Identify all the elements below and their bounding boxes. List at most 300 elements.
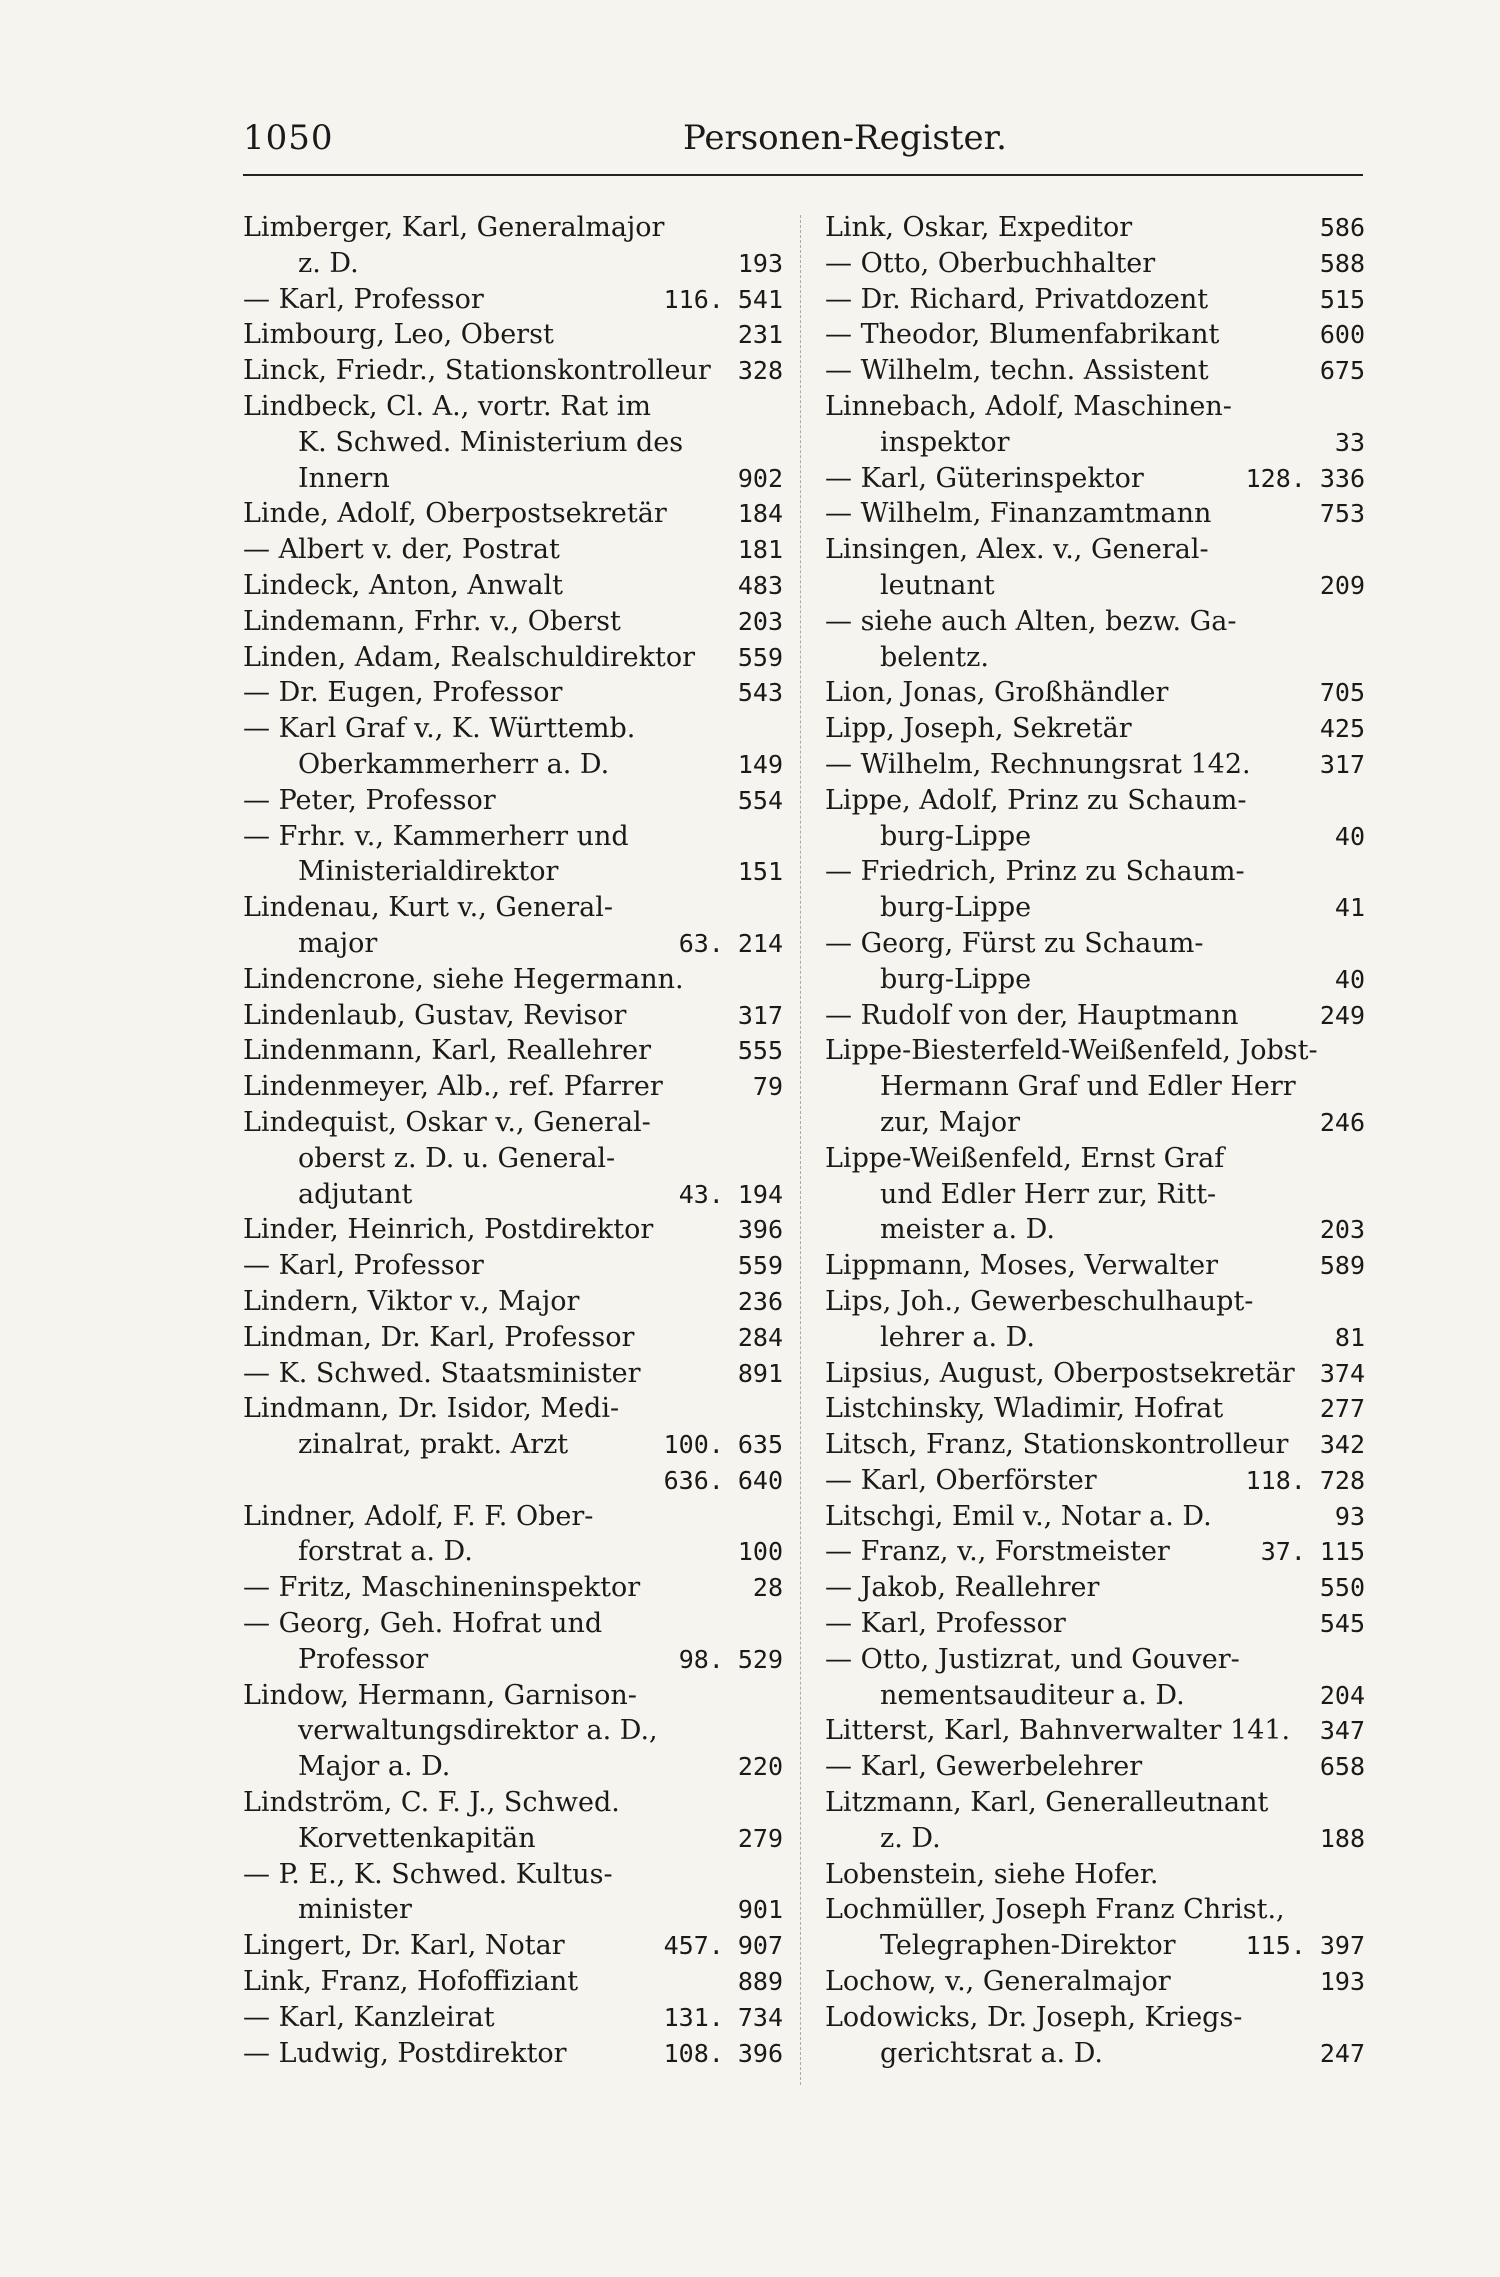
index-entry xyxy=(825,1713,1365,1749)
secondary-page-reference: 118. xyxy=(1245,1465,1306,1495)
entry-text: gerichtsrat a. D. xyxy=(880,2037,1103,2069)
primary-page-reference: 342 xyxy=(1319,1430,1365,1460)
entry-text: zinalrat, prakt. Arzt xyxy=(298,1429,569,1461)
entry-line xyxy=(243,389,783,425)
entry-text: burg-Lippe xyxy=(880,820,1032,852)
entry-line xyxy=(243,2000,783,2036)
entry-text: — Georg, Fürst zu Schaum- xyxy=(825,927,1204,959)
primary-page-reference: 203 xyxy=(1319,1215,1365,1245)
page-reference xyxy=(1320,210,1365,246)
page-reference xyxy=(1320,1570,1365,1606)
index-entry xyxy=(825,1534,1365,1570)
index-entry xyxy=(243,1105,783,1212)
entry-line xyxy=(243,425,783,461)
primary-page-reference: 396 xyxy=(737,2038,783,2068)
primary-page-reference: 889 xyxy=(737,1967,783,1997)
entry-text: — Albert v. der, Postrat xyxy=(243,534,560,566)
primary-page-reference: 550 xyxy=(1319,1573,1365,1603)
entry-line xyxy=(825,819,1365,855)
entry-text: Link, Oskar, Expeditor xyxy=(825,212,1133,243)
entry-line xyxy=(825,1177,1365,1213)
secondary-page-reference: 115. xyxy=(1245,1931,1306,1961)
entry-line xyxy=(825,282,1365,318)
page-reference xyxy=(1335,819,1365,855)
page-reference xyxy=(1320,2036,1365,2072)
entry-line xyxy=(243,711,783,747)
entry-text: — Dr. Richard, Privatdozent xyxy=(825,283,1209,315)
header-rule xyxy=(243,174,1363,176)
entry-text: — K. Schwed. Staatsminister xyxy=(243,1357,641,1389)
entry-text: lehrer a. D. xyxy=(880,1321,1035,1353)
page-reference xyxy=(738,568,783,604)
page-reference xyxy=(664,2036,783,2072)
page-reference xyxy=(1320,246,1365,282)
entry-line xyxy=(825,1069,1365,1105)
index-entry xyxy=(825,461,1365,497)
primary-page-reference: 100 xyxy=(737,1537,783,1567)
primary-page-reference: 901 xyxy=(737,1895,783,1925)
entry-text: z. D. xyxy=(298,247,359,279)
entry-line xyxy=(243,1713,783,1749)
page-reference xyxy=(1320,998,1365,1034)
secondary-page-reference: 116. xyxy=(663,284,724,314)
entry-text: Lipp, Joseph, Sekretär xyxy=(825,713,1132,745)
page-reference xyxy=(738,604,783,640)
page-reference xyxy=(1320,1427,1365,1463)
index-entry xyxy=(243,1678,783,1785)
entry-line xyxy=(825,353,1365,389)
entry-text: — Georg, Geh. Hofrat und xyxy=(243,1608,603,1640)
entry-line xyxy=(825,317,1365,353)
entry-line xyxy=(243,1570,783,1606)
page-reference xyxy=(1320,1105,1365,1141)
entry-line xyxy=(825,1463,1365,1499)
entry-line xyxy=(243,1391,783,1427)
primary-page-reference: 588 xyxy=(1319,248,1365,278)
index-entry xyxy=(243,1857,783,1929)
entry-text: Listchinsky, Wladimir, Hofrat xyxy=(825,1393,1224,1425)
entry-text: Limberger, Karl, Generalmajor xyxy=(243,212,665,243)
entry-text: Telegraphen-Direktor xyxy=(880,1930,1176,1962)
primary-page-reference: 203 xyxy=(737,606,783,636)
page-reference xyxy=(738,783,783,819)
primary-page-reference: 600 xyxy=(1319,320,1365,350)
entry-line xyxy=(825,1928,1365,1964)
entry-line xyxy=(243,317,783,353)
primary-page-reference: 515 xyxy=(1319,284,1365,314)
entry-text: Linck, Friedr., Stationskontrolleur xyxy=(243,355,711,387)
entry-text: verwaltungsdirektor a. D., xyxy=(298,1715,658,1747)
index-entry xyxy=(243,819,783,891)
entry-line xyxy=(825,1248,1365,1284)
index-entry xyxy=(243,2036,783,2072)
index-entry xyxy=(825,998,1365,1034)
index-entry xyxy=(243,1570,783,1606)
entry-text: Lindmann, Dr. Isidor, Medi- xyxy=(243,1393,620,1425)
entry-line xyxy=(243,1033,783,1069)
primary-page-reference: 231 xyxy=(737,320,783,350)
page-reference xyxy=(679,1642,783,1678)
page-reference xyxy=(738,1821,783,1857)
entry-line xyxy=(825,1284,1365,1320)
primary-page-reference: 559 xyxy=(737,642,783,672)
index-entry xyxy=(243,1320,783,1356)
page-reference xyxy=(738,246,783,282)
primary-page-reference: 347 xyxy=(1319,1716,1365,1746)
entry-line xyxy=(243,1892,783,1928)
entry-text: Lindman, Dr. Karl, Professor xyxy=(243,1321,635,1353)
entry-line xyxy=(243,1964,783,2000)
entry-text: — Otto, Justizrat, und Gouver- xyxy=(825,1643,1240,1675)
entry-line xyxy=(243,890,783,926)
page-reference xyxy=(1246,1463,1365,1499)
index-entry xyxy=(243,890,783,962)
index-entry xyxy=(825,2000,1365,2072)
primary-page-reference: 374 xyxy=(1319,1358,1365,1388)
entry-line xyxy=(825,2036,1365,2072)
index-entry xyxy=(243,1606,783,1678)
entry-text: — Fritz, Maschineninspektor xyxy=(243,1572,641,1604)
page-reference xyxy=(1320,1821,1365,1857)
page-reference xyxy=(1320,1606,1365,1642)
entry-text: Hermann Graf und Edler Herr xyxy=(880,1071,1296,1103)
entry-line xyxy=(243,1678,783,1714)
entry-text: oberst z. D. u. General- xyxy=(298,1142,616,1174)
primary-page-reference: 279 xyxy=(737,1823,783,1853)
page-reference xyxy=(1320,1964,1365,2000)
index-entry xyxy=(243,317,783,353)
entry-line xyxy=(243,1141,783,1177)
index-entry xyxy=(243,1284,783,1320)
page-reference xyxy=(664,1427,783,1463)
index-entry xyxy=(243,2000,783,2036)
entry-line xyxy=(825,890,1365,926)
index-entry xyxy=(825,1785,1365,1857)
primary-page-reference: 188 xyxy=(1319,1823,1365,1853)
entry-text: — P. E., K. Schwed. Kultus- xyxy=(243,1858,613,1890)
entry-text: Lobenstein, siehe Hofer. xyxy=(825,1858,1159,1890)
entry-text: Lipsius, August, Oberpostsekretär xyxy=(825,1357,1295,1389)
index-entry xyxy=(825,246,1365,282)
primary-page-reference: 397 xyxy=(1319,1931,1365,1961)
entry-line xyxy=(825,1320,1365,1356)
index-entry xyxy=(825,1356,1365,1392)
primary-page-reference: 246 xyxy=(1319,1107,1365,1137)
secondary-page-reference: 636. xyxy=(663,1465,724,1495)
page-reference xyxy=(1320,568,1365,604)
index-entry xyxy=(243,640,783,676)
page-reference xyxy=(1320,1749,1365,1785)
index-entry xyxy=(825,1570,1365,1606)
index-entry xyxy=(825,675,1365,711)
entry-line xyxy=(825,783,1365,819)
index-entry xyxy=(243,675,783,711)
page-reference xyxy=(753,1570,783,1606)
entry-text: und Edler Herr zur, Ritt- xyxy=(880,1178,1217,1210)
index-entry xyxy=(825,711,1365,747)
entry-text: — Karl, Kanzleirat xyxy=(243,2001,495,2033)
entry-text: major xyxy=(298,927,378,959)
entry-line xyxy=(825,1427,1365,1463)
secondary-page-reference: 100. xyxy=(663,1430,724,1460)
primary-page-reference: 559 xyxy=(737,1251,783,1281)
primary-page-reference: 705 xyxy=(1319,678,1365,708)
index-entry xyxy=(825,854,1365,926)
page-reference xyxy=(738,1248,783,1284)
entry-text: — Theodor, Blumenfabrikant xyxy=(825,319,1220,351)
entry-line xyxy=(825,1892,1365,1928)
column-divider xyxy=(800,215,801,2085)
entry-text: — Frhr. v., Kammerherr und xyxy=(243,820,629,852)
index-entry xyxy=(825,1964,1365,2000)
entry-line xyxy=(243,1427,783,1463)
primary-page-reference: 734 xyxy=(737,2002,783,2032)
primary-page-reference: 317 xyxy=(737,1000,783,1030)
page-reference xyxy=(738,353,783,389)
primary-page-reference: 589 xyxy=(1319,1251,1365,1281)
entry-line xyxy=(243,1821,783,1857)
primary-page-reference: 194 xyxy=(737,1179,783,1209)
index-entry xyxy=(825,496,1365,532)
entry-line xyxy=(825,1570,1365,1606)
index-entry xyxy=(825,353,1365,389)
index-entry xyxy=(243,210,783,282)
page-reference xyxy=(738,317,783,353)
primary-page-reference: 184 xyxy=(737,499,783,529)
index-entry xyxy=(243,1212,783,1248)
index-entry xyxy=(825,1499,1365,1535)
entry-text: — Otto, Oberbuchhalter xyxy=(825,247,1156,279)
secondary-page-reference: 131. xyxy=(663,2002,724,2032)
page-reference xyxy=(1320,1713,1365,1749)
primary-page-reference: 586 xyxy=(1319,213,1365,242)
entry-line xyxy=(825,496,1365,532)
page-reference xyxy=(1320,496,1365,532)
page-reference xyxy=(738,1749,783,1785)
index-entry xyxy=(825,317,1365,353)
entry-line xyxy=(825,854,1365,890)
entry-line xyxy=(243,210,783,246)
primary-page-reference: 543 xyxy=(737,678,783,708)
page-reference xyxy=(1320,1356,1365,1392)
entry-line xyxy=(825,1713,1365,1749)
entry-line xyxy=(825,425,1365,461)
page-reference xyxy=(738,675,783,711)
index-entry xyxy=(825,1248,1365,1284)
entry-line xyxy=(243,962,783,998)
primary-page-reference: 396 xyxy=(737,1215,783,1245)
entry-line xyxy=(825,1857,1365,1893)
secondary-page-reference: 43. xyxy=(678,1179,724,1209)
entry-text: Lindström, C. F. J., Schwed. xyxy=(243,1787,620,1819)
index-entry xyxy=(825,1463,1365,1499)
page-reference xyxy=(738,998,783,1034)
entry-line xyxy=(243,568,783,604)
entry-text: — Ludwig, Postdirektor xyxy=(243,2037,567,2069)
page-reference xyxy=(738,640,783,676)
primary-page-reference: 28 xyxy=(752,1573,783,1603)
primary-page-reference: 317 xyxy=(1319,749,1365,779)
entry-text: Linde, Adolf, Oberpostsekretär xyxy=(243,498,667,530)
entry-text: Lippe, Adolf, Prinz zu Schaum- xyxy=(825,784,1247,816)
entry-text: Limbourg, Leo, Oberst xyxy=(243,319,554,351)
entry-text: Lindbeck, Cl. A., vortr. Rat im xyxy=(243,390,651,422)
entry-text: — Karl Graf v., K. Württemb. xyxy=(243,713,636,745)
entry-line xyxy=(243,1749,783,1785)
entry-text: Litterst, Karl, Bahnverwalter 141. xyxy=(825,1715,1291,1747)
index-entry xyxy=(825,1892,1365,1964)
entry-line xyxy=(243,926,783,962)
entry-line xyxy=(243,282,783,318)
entry-text: nementsauditeur a. D. xyxy=(880,1679,1185,1711)
entry-line xyxy=(243,604,783,640)
page-number: 1050 xyxy=(243,118,334,158)
entry-text: — Karl, Professor xyxy=(243,1250,484,1282)
entry-text: Lindenmeyer, Alb., ref. Pfarrer xyxy=(243,1071,663,1103)
entry-line xyxy=(825,1642,1365,1678)
secondary-page-reference: 98. xyxy=(678,1644,724,1674)
page-reference xyxy=(1320,675,1365,711)
entry-text: Lindenau, Kurt v., General- xyxy=(243,892,614,924)
page-reference xyxy=(738,1033,783,1069)
primary-page-reference: 214 xyxy=(737,928,783,958)
entry-line xyxy=(825,1105,1365,1141)
primary-page-reference: 555 xyxy=(737,1036,783,1066)
index-entry xyxy=(243,1391,783,1498)
index-entry xyxy=(243,1248,783,1284)
primary-page-reference: 115 xyxy=(1319,1537,1365,1567)
primary-page-reference: 529 xyxy=(737,1644,783,1674)
page-reference xyxy=(1335,425,1365,461)
primary-page-reference: 81 xyxy=(1334,1322,1365,1352)
entry-text: Innern xyxy=(298,462,390,494)
index-entry xyxy=(243,711,783,783)
entry-text: Lindencrone, siehe Hegermann. xyxy=(243,963,684,995)
primary-page-reference: 40 xyxy=(1334,821,1365,851)
page-reference xyxy=(1320,1391,1365,1427)
index-entry xyxy=(243,282,783,318)
entry-line xyxy=(825,246,1365,282)
entry-text: Lindow, Hermann, Garnison- xyxy=(243,1679,637,1711)
primary-page-reference: 151 xyxy=(737,857,783,887)
page-reference xyxy=(738,1892,783,1928)
entry-line xyxy=(825,1534,1365,1570)
page-reference xyxy=(664,2000,783,2036)
primary-page-reference: 640 xyxy=(737,1465,783,1495)
entry-line xyxy=(243,1356,783,1392)
entry-line xyxy=(243,1212,783,1248)
entry-line xyxy=(243,1606,783,1642)
index-entry xyxy=(825,1033,1365,1140)
page-reference xyxy=(679,926,783,962)
entry-text: Linnebach, Adolf, Maschinen- xyxy=(825,390,1232,422)
entry-text: — Karl, Oberförster xyxy=(825,1464,1097,1496)
entry-line xyxy=(243,246,783,282)
page-reference xyxy=(1320,711,1365,747)
entry-text: adjutant xyxy=(298,1178,413,1210)
entry-line xyxy=(825,1212,1365,1248)
page-reference xyxy=(1320,1212,1365,1248)
page-reference xyxy=(1246,461,1365,497)
entry-line xyxy=(825,926,1365,962)
entry-line xyxy=(243,1499,783,1535)
right-column xyxy=(825,210,1365,2071)
primary-page-reference: 249 xyxy=(1319,1000,1365,1030)
primary-page-reference: 753 xyxy=(1319,499,1365,529)
primary-page-reference: 425 xyxy=(1319,714,1365,744)
index-entry xyxy=(825,1391,1365,1427)
page-reference xyxy=(1320,747,1365,783)
primary-page-reference: 728 xyxy=(1319,1465,1365,1495)
primary-page-reference: 209 xyxy=(1319,570,1365,600)
entry-line xyxy=(243,1463,783,1499)
entry-text: — Karl, Professor xyxy=(243,283,484,315)
entry-line xyxy=(243,1642,783,1678)
entry-line xyxy=(243,532,783,568)
entry-line xyxy=(825,1499,1365,1535)
secondary-page-reference: 108. xyxy=(663,2038,724,2068)
index-entry xyxy=(825,210,1365,246)
entry-text: Litzmann, Karl, Generalleutnant xyxy=(825,1787,1269,1819)
index-entry xyxy=(243,1499,783,1571)
primary-page-reference: 93 xyxy=(1334,1501,1365,1531)
entry-line xyxy=(243,1320,783,1356)
primary-page-reference: 658 xyxy=(1319,1752,1365,1782)
entry-text: Lingert, Dr. Karl, Notar xyxy=(243,1930,565,1962)
index-entry xyxy=(243,1964,783,2000)
entry-text: Lochow, v., Generalmajor xyxy=(825,1966,1171,1998)
entry-line xyxy=(825,1785,1365,1821)
entry-line xyxy=(243,2036,783,2072)
primary-page-reference: 40 xyxy=(1334,964,1365,994)
entry-text: Professor xyxy=(298,1643,429,1675)
index-entry xyxy=(825,1606,1365,1642)
page-reference xyxy=(1335,962,1365,998)
page-reference xyxy=(738,854,783,890)
entry-text: Lippmann, Moses, Verwalter xyxy=(825,1250,1219,1282)
entry-line xyxy=(825,1606,1365,1642)
index-entry xyxy=(243,353,783,389)
page-reference xyxy=(1335,890,1365,926)
index-entry xyxy=(243,1928,783,1964)
primary-page-reference: 181 xyxy=(737,535,783,565)
entry-text: Lindenmann, Karl, Reallehrer xyxy=(243,1035,652,1067)
entry-text: Lion, Jonas, Großhändler xyxy=(825,677,1169,709)
primary-page-reference: 79 xyxy=(752,1072,783,1102)
page-reference xyxy=(1261,1534,1365,1570)
primary-page-reference: 193 xyxy=(1319,1967,1365,1997)
page-reference xyxy=(738,1356,783,1392)
index-entry xyxy=(825,389,1365,461)
entry-line xyxy=(243,640,783,676)
entry-text: — Friedrich, Prinz zu Schaum- xyxy=(825,856,1245,888)
page-reference xyxy=(1246,1928,1365,1964)
entry-line xyxy=(825,640,1365,676)
entry-text: Lindemann, Frhr. v., Oberst xyxy=(243,605,621,637)
page-reference xyxy=(738,1534,783,1570)
index-entry xyxy=(825,1427,1365,1463)
entry-line xyxy=(243,819,783,855)
page-reference xyxy=(1320,1248,1365,1284)
index-entry xyxy=(825,604,1365,676)
entry-text: Lindenlaub, Gustav, Revisor xyxy=(243,999,627,1031)
entry-line xyxy=(825,1141,1365,1177)
entry-text: burg-Lippe xyxy=(880,892,1032,924)
primary-page-reference: 220 xyxy=(737,1752,783,1782)
entry-text: — siehe auch Alten, bezw. Ga- xyxy=(825,605,1237,637)
primary-page-reference: 149 xyxy=(737,749,783,779)
index-entry xyxy=(825,282,1365,318)
